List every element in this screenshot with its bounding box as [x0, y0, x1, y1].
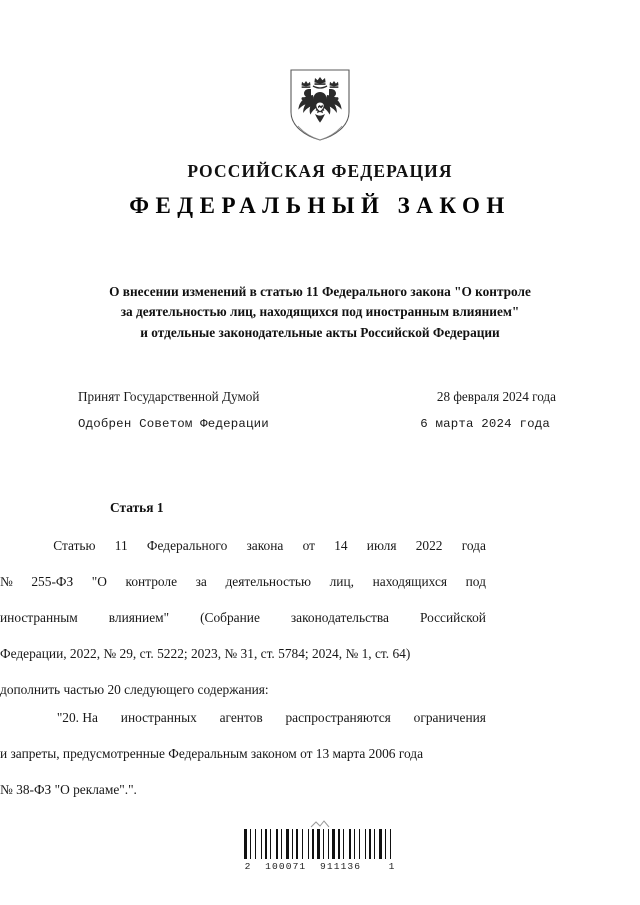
adoption-date: 6 марта 2024 года: [420, 417, 550, 431]
adoption-row-council: [78, 417, 564, 431]
adoption-authority: Одобрен Советом Федерации: [78, 417, 269, 431]
text-line: Статью 11 Федерального закона от 14 июля 2022 года: [53, 538, 486, 553]
adoption-authority: Принят Государственной Думой: [78, 389, 260, 404]
law-type-heading: ФЕДЕРАЛЬНЫЙ ЗАКОН: [129, 193, 511, 218]
title-line: О внесении изменений в статью 11 Федерального закона "О контроле: [109, 284, 531, 299]
barcode-bars: [244, 829, 396, 859]
title-line: за деятельностью лиц, находящихся под иностранным влиянием": [120, 304, 520, 320]
paragraph-article-amendment: [0, 528, 486, 708]
barcode-digits: 2 100071 911136 1: [244, 861, 396, 872]
adoption-block: [78, 389, 564, 449]
title-line: и отдельные законодательные акты Российской Федерации: [140, 324, 500, 340]
text-line: № 38-ФЗ "О рекламе".".: [0, 782, 137, 797]
text-line: Федерации, 2022, № 29, ст. 5222; 2023, № 31, ст. 5784; 2024, № 1, ст. 64): [0, 646, 411, 661]
adoption-row-duma: [78, 389, 564, 405]
text-line: дополнить частью 20 следующего содержания:: [0, 682, 269, 697]
country-heading: РОССИЙСКАЯ ФЕДЕРАЦИЯ: [187, 161, 453, 181]
text-line: № 255-ФЗ "О контроле за деятельностью лиц, находящихся под: [0, 574, 486, 589]
paragraph-new-part-20: [0, 700, 486, 808]
document-title: [72, 282, 568, 343]
text-line: иностранным влиянием" (Собрание законодательства Российской: [0, 610, 486, 625]
barcode-marker-icon: [307, 820, 333, 828]
emblem-container: [0, 68, 640, 142]
russian-coat-of-arms-icon: [289, 68, 351, 142]
article-heading: Статья 1: [110, 500, 164, 515]
text-line: и запреты, предусмотренные Федеральным законом от 13 марта 2006 года: [0, 746, 424, 761]
barcode-block: [0, 820, 640, 872]
adoption-date: 28 февраля 2024 года: [436, 389, 556, 404]
text-line: "20. На иностранных агентов распространяются ограничения: [56, 710, 486, 725]
